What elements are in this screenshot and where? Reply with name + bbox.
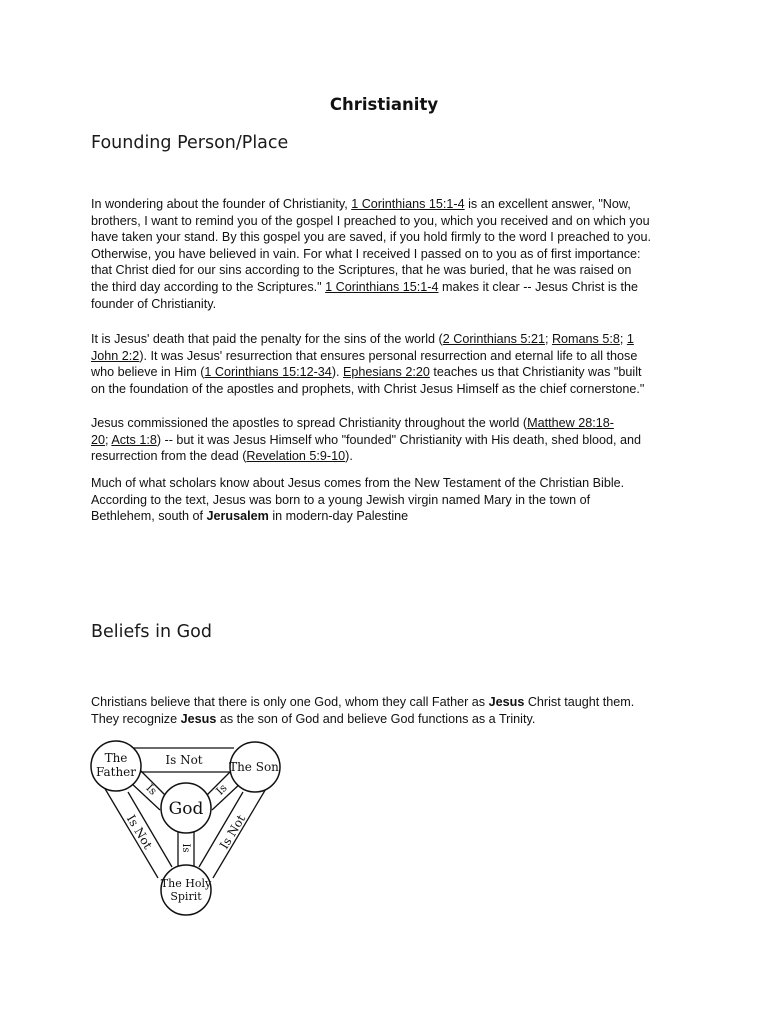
paragraph-beliefs xyxy=(91,694,686,727)
text-line xyxy=(91,415,686,432)
spirit-label-line1: The Holy xyxy=(160,877,212,890)
scripture-link[interactable]: 1 xyxy=(626,332,634,346)
is-label-right: Is xyxy=(213,781,230,798)
text-line: According to the text, Jesus was born to a young Jewish virgin named Mary in the town of xyxy=(91,492,591,507)
scripture-link[interactable]: Ephesians 2:20 xyxy=(343,365,430,380)
section-heading-founding: Founding Person/Place xyxy=(91,133,289,153)
paragraph-commission xyxy=(91,415,686,465)
text-line xyxy=(91,364,686,381)
is-label-bottom: Is xyxy=(180,843,191,853)
text-line xyxy=(91,448,686,465)
spirit-label-line2: Spirit xyxy=(170,890,202,903)
text-line xyxy=(91,196,686,213)
text-line: Much of what scholars know about Jesus comes from the New Testament of the Christian Bible. xyxy=(91,476,625,490)
text-line: Otherwise, you have believed in vain. For what I received I passed on to you as of first importance: xyxy=(91,246,641,261)
scripture-link[interactable]: Revelation 5:9-10 xyxy=(246,449,346,464)
trinity-diagram xyxy=(88,740,284,916)
is-not-label-right: Is Not xyxy=(216,812,249,852)
bold-text: Jesus xyxy=(180,711,217,726)
text-span: ) -- but it was Jesus Himself who "founded" Christianity with His death, shed blood, and xyxy=(156,432,642,447)
paragraph-death-resurrection xyxy=(91,331,686,397)
paragraph-founder xyxy=(91,196,686,312)
text-span: as the son of God and believe God functions as a Trinity. xyxy=(216,711,536,726)
text-span: Jesus commissioned the apostles to spread Christianity throughout the world ( xyxy=(91,416,528,430)
text-span: in modern-day Palestine xyxy=(268,509,409,524)
text-span: ). xyxy=(345,449,353,464)
scripture-link[interactable]: 1 Corinthians 15:1-4 xyxy=(351,197,465,211)
text-line: on the foundation of the apostles and prophets, with Christ Jesus Himself as the chief cornerstone." xyxy=(91,381,645,396)
text-line: brothers, I want to remind you of the gospel I preached to you, which you received and on which you xyxy=(91,213,650,228)
scripture-link[interactable]: 1 Corinthians 15:1-4 xyxy=(325,279,439,294)
father-label-line1: The xyxy=(104,751,128,765)
son-label: The Son xyxy=(229,760,279,774)
text-line xyxy=(91,331,686,348)
father-label-line2: Father xyxy=(95,765,137,779)
text-line: have taken your stand. By this gospel you are saved, if you hold firmly to the word I preached to you. xyxy=(91,230,652,245)
is-label-left: Is xyxy=(143,781,160,798)
text-span: Bethlehem, south of xyxy=(91,509,207,524)
text-span: Christians believe that there is only one God, whom they call Father as xyxy=(91,695,489,709)
scripture-link[interactable]: 20 xyxy=(91,432,106,447)
text-line: that Christ died for our sins according to the Scriptures, that he was buried, that he was raised on xyxy=(91,263,632,278)
text-span: makes it clear -- Jesus Christ is the xyxy=(438,279,638,294)
text-span: resurrection from the dead ( xyxy=(91,449,247,464)
scripture-link[interactable]: John 2:2 xyxy=(91,348,140,363)
section-heading-beliefs: Beliefs in God xyxy=(91,622,212,642)
page-title: Christianity xyxy=(329,95,439,114)
text-span: They recognize xyxy=(91,711,181,726)
text-span: the third day according to the Scriptures." xyxy=(91,279,326,294)
text-span: ; xyxy=(619,332,627,346)
text-line xyxy=(91,279,686,296)
text-line xyxy=(91,711,686,728)
bold-text: Jesus xyxy=(488,695,525,709)
text-span: It is Jesus' death that paid the penalty for the sins of the world ( xyxy=(91,332,443,346)
text-span: ). xyxy=(331,365,344,380)
scripture-link[interactable]: Romans 5:8 xyxy=(551,332,620,346)
text-span: In wondering about the founder of Christianity, xyxy=(91,197,352,211)
scripture-link[interactable]: 2 Corinthians 5:21 xyxy=(442,332,545,346)
text-span: ). It was Jesus' resurrection that ensures personal resurrection and eternal life to all those xyxy=(139,348,638,363)
text-span: is an excellent answer, "Now, xyxy=(464,197,631,211)
text-span: Christ taught them. xyxy=(524,695,635,709)
is-not-label-top: Is Not xyxy=(165,753,203,767)
text-span: ; xyxy=(105,432,112,447)
god-label: God xyxy=(168,799,204,819)
bold-text: Jerusalem xyxy=(206,509,269,524)
text-span: teaches us that Christianity was "built xyxy=(429,365,642,380)
text-span: who believe in Him ( xyxy=(91,365,205,380)
text-line xyxy=(91,508,686,525)
scripture-link[interactable]: Acts 1:8 xyxy=(111,432,157,447)
text-line xyxy=(91,348,686,365)
text-line: founder of Christianity. xyxy=(91,296,217,311)
scripture-link[interactable]: 1 Corinthians 15:12-34 xyxy=(204,365,332,380)
scripture-link[interactable]: Matthew 28:18- xyxy=(527,416,614,430)
is-not-label-left: Is Not xyxy=(123,812,156,852)
paragraph-scholars xyxy=(91,475,686,525)
text-line xyxy=(91,694,686,711)
text-line xyxy=(91,432,686,449)
text-span: ; xyxy=(544,332,552,346)
